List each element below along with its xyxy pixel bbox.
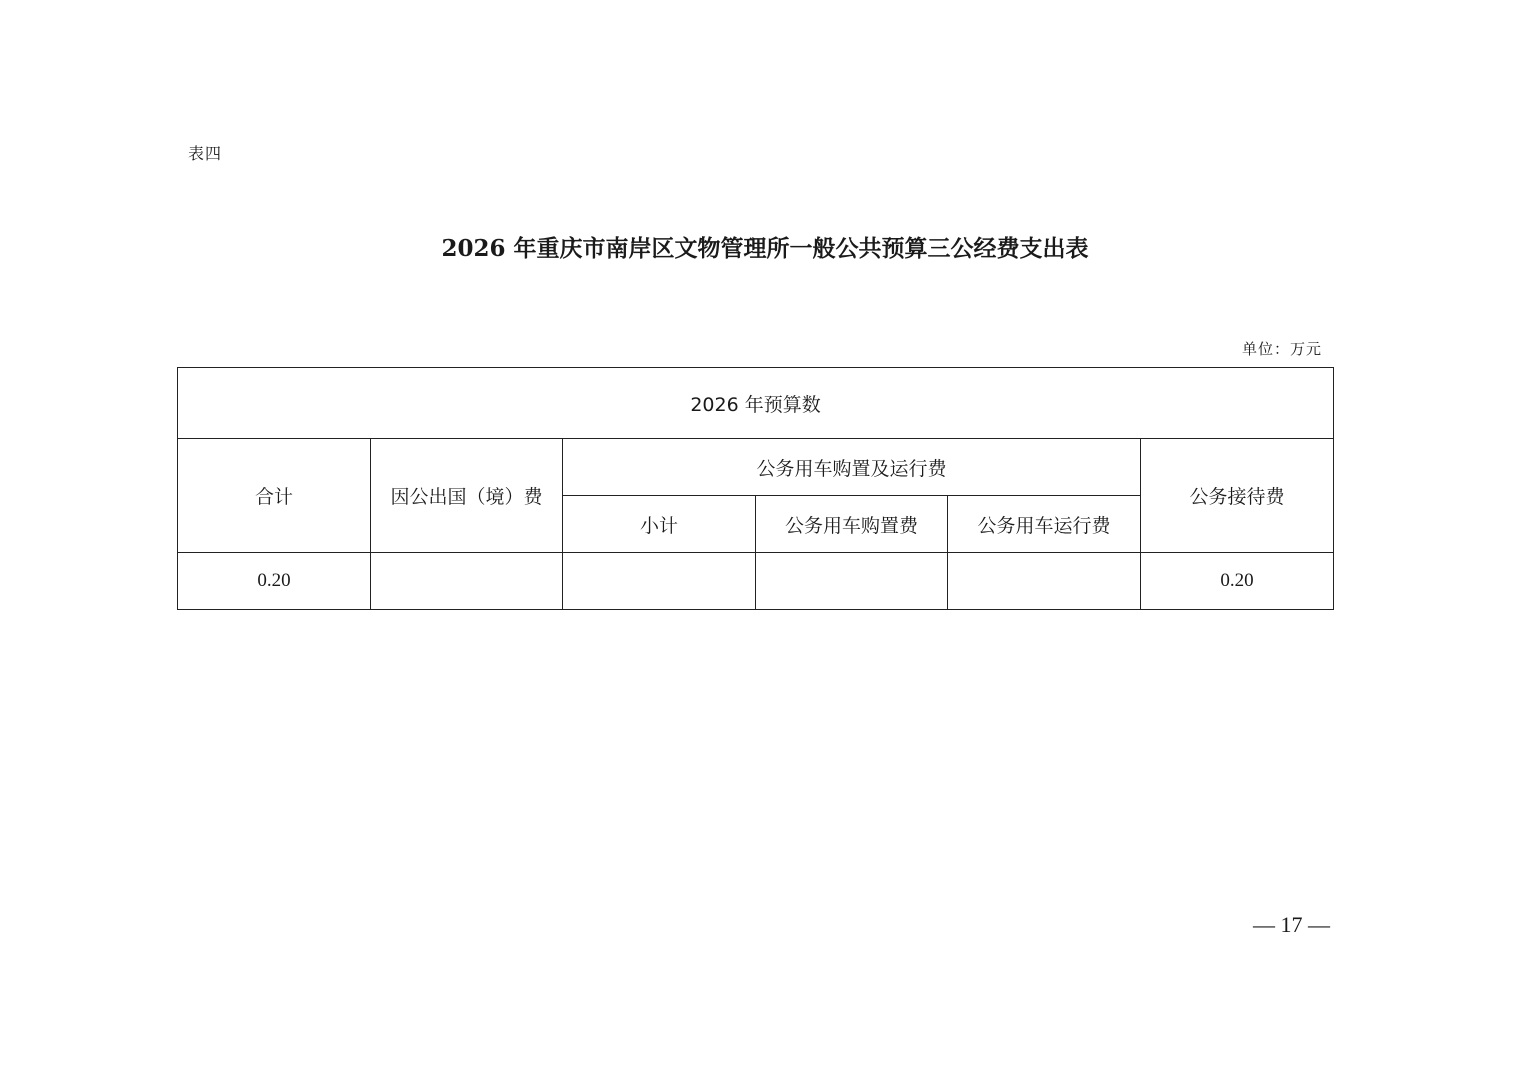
cell-vehicle-subtotal	[563, 553, 756, 610]
table-label: 表四	[188, 144, 223, 163]
header-overseas-label: 因公出国（境）费	[390, 486, 543, 508]
unit-note: 单位：万元	[1241, 340, 1322, 358]
cell-vehicle-purchase	[756, 553, 948, 610]
header-total-label: 合计	[254, 486, 293, 508]
table-header-row-top	[178, 368, 1334, 439]
header-vehicle-operation-label: 公务用车运行费	[977, 514, 1111, 537]
table-row	[178, 553, 1334, 610]
budget-year-header-label: 2026 年预算数	[690, 393, 821, 416]
budget-table	[177, 367, 1334, 610]
cell-total: 0.20	[178, 553, 371, 610]
cell-overseas	[371, 553, 563, 610]
header-vehicle-purchase-label: 公务用车购置费	[784, 514, 918, 537]
cell-reception: 0.20	[1141, 553, 1334, 610]
header-reception	[1141, 439, 1334, 553]
header-overseas	[371, 439, 563, 553]
cell-vehicle-operation	[948, 553, 1141, 610]
header-vehicle-subtotal-label: 小计	[639, 514, 678, 537]
header-vehicle-operation	[948, 496, 1141, 553]
header-vehicle-subtotal	[563, 496, 756, 553]
page-title: 2026 年重庆市南岸区文物管理所一般公共预算三公经费支出表	[441, 235, 1089, 262]
header-total	[178, 439, 371, 553]
page-number: — 17 —	[1253, 912, 1330, 937]
header-vehicle-group	[563, 439, 1141, 496]
table-header-row-1	[178, 439, 1334, 496]
header-reception-label: 公务接待费	[1189, 486, 1285, 508]
header-vehicle-group-label: 公务用车购置及运行费	[756, 457, 947, 480]
budget-year-header	[178, 368, 1334, 439]
header-vehicle-purchase	[756, 496, 948, 553]
